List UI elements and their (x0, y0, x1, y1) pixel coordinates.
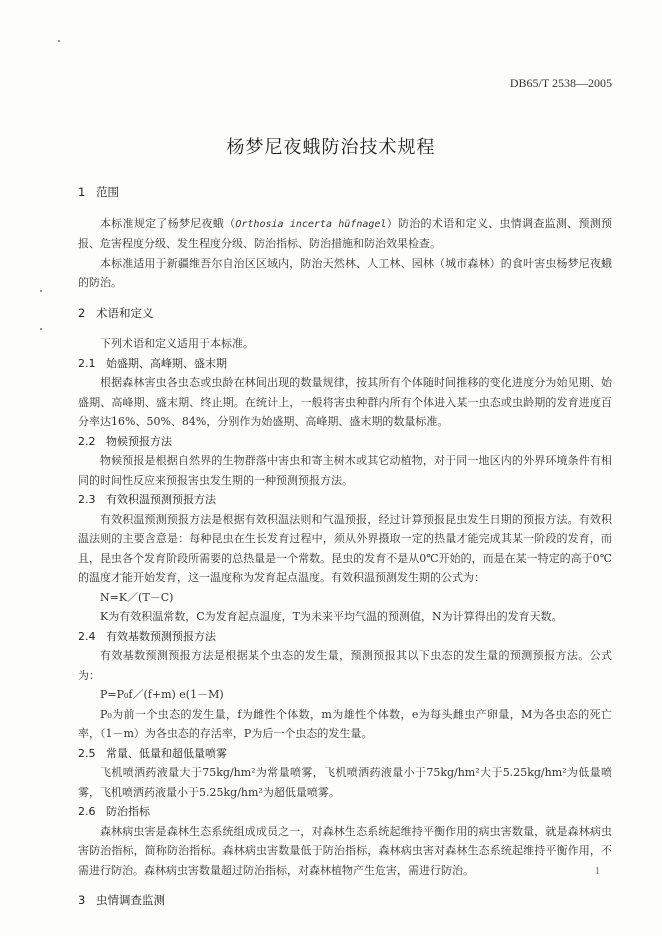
latin-name: Orthosia incerta hüfnagel (235, 218, 387, 230)
formula-effective-temperature: N=K／(T－C) (100, 590, 174, 604)
subsection-number: 2.2 (78, 434, 96, 448)
subsection-number: 2.6 (78, 805, 96, 818)
section-3-heading (78, 891, 612, 911)
subsection-2-5-heading (78, 744, 612, 764)
section-title: 虫情调查监测 (96, 893, 165, 907)
section-title: 范围 (96, 185, 119, 199)
subsection-2-2-heading (78, 432, 612, 452)
subsection-number: 2.3 (78, 493, 96, 506)
subsection-title: 始盛期、高峰期、盛末期 (106, 356, 227, 370)
section-1-paragraph-2: 本标准适用于新疆维吾尔自治区区域内，防治天然林、人工林、园林（城市森林）的食叶害虫杨梦尼夜蛾的防治。 (78, 256, 612, 289)
subsection-title: 常量、低量和超低量喷雾 (106, 746, 227, 760)
subsection-2-4-heading (78, 627, 612, 647)
formula-explanation: K为有效积温常数，C为发育起点温度，T为未来平均气温的预测值，N为计算得出的发育天数。 (100, 610, 563, 623)
section-number: 3 (78, 893, 86, 907)
subsection-2-6-heading (78, 802, 612, 822)
section-title: 术语和定义 (96, 305, 154, 320)
section-2-intro: 下列术语和定义适用于本标准。 (100, 337, 254, 350)
subsection-2-2-paragraph: 物候预报是根据自然界的生物群落中害虫和寄主树木或其它动植物，对于同一地区内的外界环境条件有相同的时间性反应来预报害虫发生期的一种预测预报方法。 (78, 454, 612, 487)
subsection-number: 2.1 (78, 356, 96, 370)
subsection-title: 防治指标 (106, 805, 150, 818)
subsection-2-5-paragraph: 飞机喷洒药液量大于75kg/hm²为常量喷雾，飞机喷洒药液量小于75kg/hm²大于5.25kg/hm²为低量喷雾，飞机喷洒药液量小于5.25kg/hm²为超低量喷雾。 (78, 766, 612, 799)
subsection-title: 有效基数预测预报方法 (106, 629, 216, 643)
standard-code: DB65/T 2538—2005 (509, 76, 612, 90)
section-2-heading (78, 304, 612, 324)
subsection-2-1-paragraph: 根据森林害虫各虫态或虫龄在林间出现的数量规律，按其所有个体随时间推移的变化进度分为始见期、始盛期、高峰期、盛末期、终止期。在统计上，一般将害虫种群内所有个体进入某一虫态或虫龄期的发育进度百分率达16%、50%、84%，分别作为始盛期、高峰期、盛末期的数量标准。 (78, 376, 612, 428)
subsection-2-6-paragraph: 森林病虫害是森林生态系统组成成员之一，对森林生态系统起维持平衡作用的病虫害数量，就是森林病虫害防治指标，简称防治指标。森林病虫害数量低于防治指标，森林病虫害对森林生态系统起维持平衡作用，不需进行防治。森林病虫害数量超过防治指标，对森林植物产生危害，需进行防治。 (78, 824, 612, 877)
subsection-number: 2.4 (78, 629, 96, 643)
paragraph-text: ）防治的术语和定义、虫情调查监测、预测预报、危害程度分级、发生程度分级、防治指标、防治措施和防治效果检查。 (78, 216, 613, 250)
subsection-2-4-paragraph: 有效基数预测预报方法是根据某个虫态的发生量，预测预报其以下虫态的发生量的预测预报方法。公式为： (78, 649, 612, 682)
section-1-paragraph-1 (78, 214, 612, 254)
section-number: 1 (78, 185, 86, 199)
formula-effective-base: P=P₀f／(f+m) e(1－M) (100, 688, 224, 701)
page-number: 1 (595, 866, 600, 877)
scan-speck (40, 290, 42, 292)
paragraph-text: 本标准规定了杨梦尼夜蛾（ (100, 216, 236, 230)
document-body (78, 183, 612, 911)
section-number: 2 (78, 305, 86, 320)
subsection-2-3-heading (78, 490, 612, 510)
subsection-title: 物候预报方法 (106, 434, 172, 448)
scan-speck (40, 328, 42, 330)
subsection-number: 2.5 (78, 746, 96, 760)
formula-explanation: P₀为前一个虫态的发生量，f为雌性个体数，m为雄性个体数，e为每头雌虫产卵量，M为各虫态的死亡率，（1－m）为各虫态的存活率，P为后一个虫态的发生量。 (78, 707, 612, 740)
scan-speck (58, 40, 60, 42)
subsection-2-1-heading (78, 354, 612, 374)
subsection-2-3-paragraph: 有效积温预测预报方法是根据有效积温法则和气温预报，经过计算预报昆虫发生日期的预报方法。有效积温法则的主要含意是：每种昆虫在生长发育过程中，须从外界摄取一定的热量才能完成其某一阶段的发育，而且，昆虫各个发育阶段所需要的总热量是一个常数。昆虫的发育不是从0℃开始的，而是在某一特定的高于0℃的温度才能开始发育，这一温度称为发育起点温度。有效积温预测发生期的公式为： (78, 512, 612, 584)
subsection-title: 有效积温预测预报方法 (106, 493, 216, 506)
section-1-heading (78, 183, 612, 203)
document-title: 杨梦尼夜蛾防治技术规程 (226, 137, 436, 158)
